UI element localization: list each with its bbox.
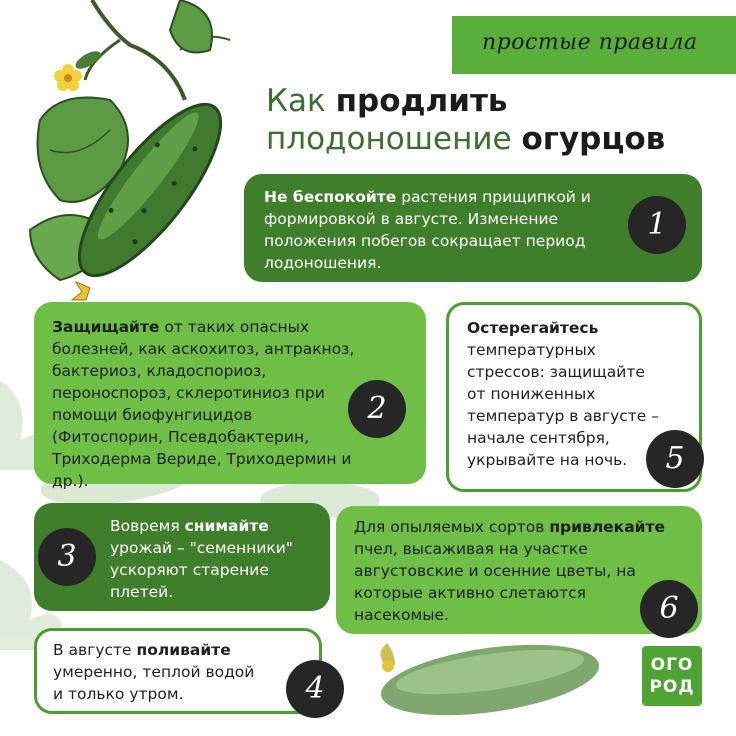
title-line1-light: Как bbox=[266, 83, 336, 119]
tip-4-bold: поливайте bbox=[136, 641, 231, 659]
tip-3-bold: снимайте bbox=[184, 517, 269, 535]
tip-5-bold: Остерегайтесь bbox=[467, 319, 599, 337]
brand-logo bbox=[642, 646, 702, 706]
tip-1-number: 1 bbox=[628, 196, 686, 254]
tip-6-number: 6 bbox=[640, 580, 698, 638]
tip-3-number: 3 bbox=[38, 528, 96, 586]
tip-3-pre: Вовремя bbox=[110, 517, 185, 535]
tip-5-text: температурных стрессов: защищайте от пониженных температур в августе – начале сентября, укрывайте на ночь. bbox=[467, 341, 660, 469]
tip-2-number: 2 bbox=[348, 380, 406, 438]
tip-2-text: от таких опасных болезней, как аскохитоз, антракноз, бактериоз, кладоспориоз, пероноспороз, склеротиниоз при помощи биофунгицидов (Фитоспорин, Псевдобактерин, Триходерма Вериде, Триходермин и др.). bbox=[52, 318, 355, 490]
tip-6-text: пчел, высаживая на участке августовские и осенние цветы, на которые активно слетаются насекомые. bbox=[354, 540, 636, 624]
logo-line1: ОГО bbox=[650, 655, 694, 675]
title-line2-bold: огурцов bbox=[521, 121, 666, 157]
tip-2-bold: Защищайте bbox=[52, 318, 160, 336]
tip-6-bold: привлекайте bbox=[549, 518, 666, 536]
title-line1-bold: продлить bbox=[335, 83, 508, 119]
tip-1-text: растения прищипкой и формировкой в августе. Изменение положения побегов сокращает период лодоношения. bbox=[264, 188, 591, 272]
tip-5-number: 5 bbox=[646, 430, 704, 488]
tip-1-bold: Не беспокойте bbox=[264, 188, 397, 206]
title-line2-light: плодоношение bbox=[266, 121, 522, 157]
tip-3-text: урожай – "семенники" ускоряют старение плетей. bbox=[110, 539, 293, 601]
page-title bbox=[266, 82, 665, 158]
tip-4-number: 4 bbox=[286, 660, 344, 718]
tip-4-text: умеренно, теплой водой и только утром. bbox=[53, 663, 255, 703]
logo-line2: РОД bbox=[649, 677, 695, 697]
tag-label: простые правила bbox=[482, 30, 698, 55]
bottom-cucumber bbox=[377, 633, 604, 727]
tip-4-pre: В августе bbox=[53, 641, 137, 659]
tip-card-4 bbox=[34, 628, 322, 714]
tip-6-pre: Для опыляемых сортов bbox=[354, 518, 550, 536]
